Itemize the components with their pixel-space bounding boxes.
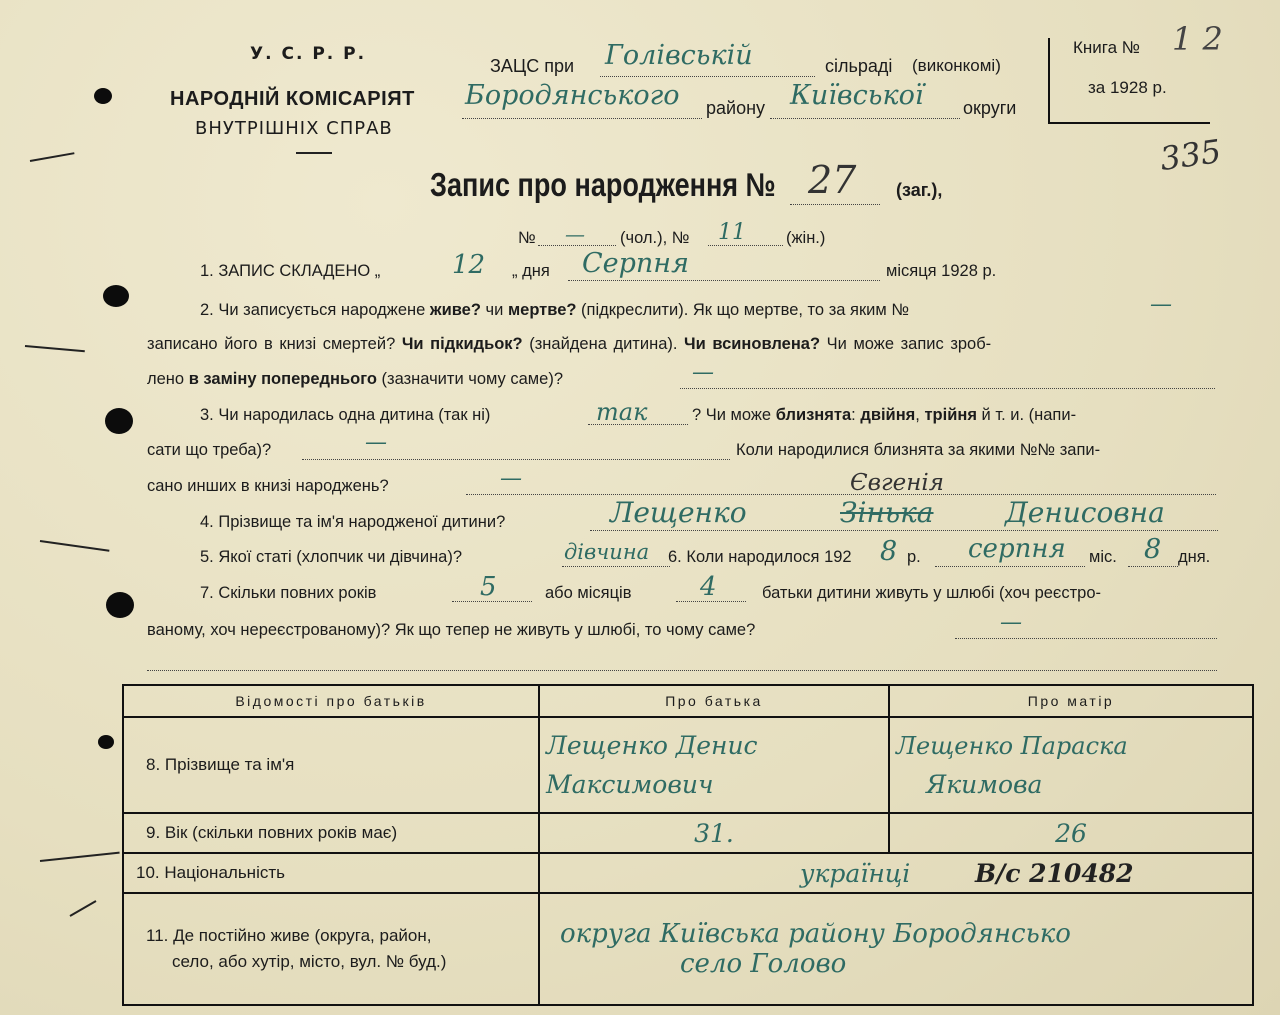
birth-year-digit: 8 — [880, 536, 898, 567]
female-count: 11 — [718, 220, 746, 245]
col-header-info: Відомості про батьків — [123, 685, 539, 717]
nationality-cell — [539, 853, 1253, 893]
item3-line2a: сати що треба)? — [147, 441, 272, 459]
table-row — [123, 717, 1253, 813]
twins-value: — — [365, 430, 387, 455]
year-label: за 1928 р. — [1088, 78, 1167, 97]
item1-month: Серпня — [582, 248, 689, 279]
mother-name-line2: Якимова — [926, 769, 1043, 799]
item3-line1b: ? Чи може близнята: двійня, трійня й т. и. (напи- — [692, 406, 1077, 424]
replacement-question: в заміну попереднього — [188, 370, 377, 388]
father-name-line1: Лещенко Денис — [546, 731, 758, 760]
row10-label: 10. Національність — [123, 853, 539, 893]
item7-line2: ваному, хоч нереєстрованому)? Як що тепер не живуть у шлюбі, то чому саме? — [147, 621, 756, 639]
table-row — [123, 893, 1253, 1005]
zags-prefix: ЗАЦС при — [490, 56, 575, 76]
row9-label: 9. Вік (скільки повних років має) — [123, 813, 539, 853]
village-council-label: сільраді — [825, 56, 893, 76]
item1-label: 1. ЗАПИС СКЛАДЕНО „ — [200, 262, 381, 280]
parents-table — [122, 684, 1254, 1006]
district-value: Бородянського — [465, 80, 680, 111]
book-number: 1 2 — [1172, 20, 1223, 58]
item3-line3: сано инших в книзі народжень? — [147, 477, 389, 495]
table-row — [123, 813, 1253, 853]
male-label: (чол.), № — [620, 229, 690, 247]
table-header-row — [123, 685, 1253, 717]
dead-option: мертве? — [507, 301, 577, 319]
twins-records-value: — — [500, 466, 522, 491]
item2-line1: 2. Чи записується народжене живе? чи мертве? (підкреслити). Як що мертве, то за яким № — [200, 301, 910, 319]
child-patronymic: Денисовна — [1005, 496, 1165, 529]
item4-label: 4. Прізвище та ім'я народженої дитини? — [200, 513, 506, 531]
child-sex: дівчина — [564, 540, 650, 564]
item6-day-label: дня. — [1178, 548, 1211, 566]
item6-month-label: міс. — [1089, 548, 1117, 566]
paper-tear — [40, 540, 110, 552]
mother-age: 26 — [889, 813, 1253, 853]
item2-line2: записано його в книзі смертей? Чи підкидьок? (знайдена дитина). Чи всиновлена? Чи може запис зроб- — [147, 335, 992, 353]
residence-line1: округа Київська району Бородянсько — [560, 919, 1071, 949]
residence-line2: село Голово — [680, 949, 847, 979]
female-label: (жін.) — [786, 229, 826, 247]
item3-line1a: 3. Чи народилась одна дитина (так ні) — [200, 406, 491, 424]
marriage-months: 4 — [700, 572, 717, 602]
death-record-number: — — [1150, 292, 1172, 317]
item6-label: 6. Коли народилося 192 — [668, 548, 852, 566]
residence-cell — [539, 893, 1253, 1005]
item7-label: 7. Скільки повних років — [200, 584, 377, 602]
punch-hole — [106, 592, 134, 618]
item7-months-label: або місяців — [545, 584, 632, 602]
mother-name-line1: Лещенко Параска — [896, 731, 1128, 760]
row11-label: 11. Де постійно живе (округа, район, село, або хутір, місто, вул. № буд.) — [123, 893, 539, 1005]
male-count: — — [565, 222, 585, 246]
child-name: Зінька — [840, 496, 934, 529]
item6-year-label: р. — [907, 548, 921, 566]
number-label: № — [518, 229, 536, 247]
header-divider — [296, 152, 332, 154]
commissariat-title: НАРОДНІЙ КОМІСАРІЯТ — [170, 88, 415, 110]
col-header-father: Про батька — [539, 685, 889, 717]
okrug-label: округи — [963, 98, 1017, 118]
book-label: Книга № — [1073, 38, 1141, 57]
executive-label: (виконкомі) — [912, 56, 1001, 75]
paper-tear — [70, 900, 97, 917]
father-name-line2: Максимович — [546, 770, 714, 799]
child-surname: Лещенко — [610, 496, 747, 529]
birth-month: серпня — [968, 534, 1066, 564]
nationality-value: українці — [800, 858, 911, 888]
paper-tear — [40, 852, 120, 862]
okrug-value: Київської — [790, 80, 924, 111]
item3-line2b: Коли народилися близнята за якими №№ запи- — [736, 441, 1101, 459]
replacement-value: — — [692, 360, 714, 385]
marriage-reason: — — [1000, 610, 1022, 635]
table-row — [123, 853, 1253, 893]
child-name-correction: Євгенія — [850, 470, 944, 496]
internal-affairs-label: ВНУТРІШНІХ СПРАВ — [195, 118, 393, 139]
punch-hole — [98, 735, 114, 749]
item2-line3: лено в заміну попереднього (зазначити чому саме)? — [147, 370, 563, 388]
adopted-question: Чи всиновлена? — [684, 335, 821, 353]
punch-hole — [94, 88, 112, 104]
ussr-label: У. С. Р. Р. — [250, 44, 367, 64]
foundling-question: Чи підкидьок? — [401, 335, 523, 353]
col-header-mother: Про матір — [889, 685, 1253, 717]
father-age: 31. — [539, 813, 889, 853]
paper-tear — [25, 345, 85, 352]
birth-day: 8 — [1144, 534, 1162, 565]
district-label: району — [706, 98, 766, 118]
marriage-years: 5 — [480, 572, 497, 602]
row8-label: 8. Прізвище та ім'я — [123, 717, 539, 813]
record-suffix: (заг.), — [896, 180, 943, 200]
margin-number: 335 — [1157, 131, 1224, 179]
item1-month-label: місяця 1928 р. — [886, 262, 997, 280]
mother-name-cell — [889, 717, 1253, 813]
item7-line1c: батьки дитини живуть у шлюбі (хоч реєстро- — [762, 584, 1101, 602]
archive-stamp: В/с 210482 — [974, 858, 1134, 888]
paper-tear — [30, 152, 75, 162]
punch-hole — [105, 408, 133, 434]
item1-day: 12 — [452, 250, 486, 280]
record-number: 27 — [808, 158, 857, 202]
item1-day-label: „ дня — [512, 262, 550, 280]
father-name-cell — [539, 717, 889, 813]
item5-label: 5. Якої статі (хлопчик чи дівчина)? — [200, 548, 463, 566]
village-council-value: Голівській — [605, 40, 753, 71]
alive-option: живе? — [429, 301, 481, 319]
single-child-value: так — [596, 398, 648, 426]
punch-hole — [103, 285, 129, 307]
record-title: Запис про народження № — [430, 166, 776, 203]
